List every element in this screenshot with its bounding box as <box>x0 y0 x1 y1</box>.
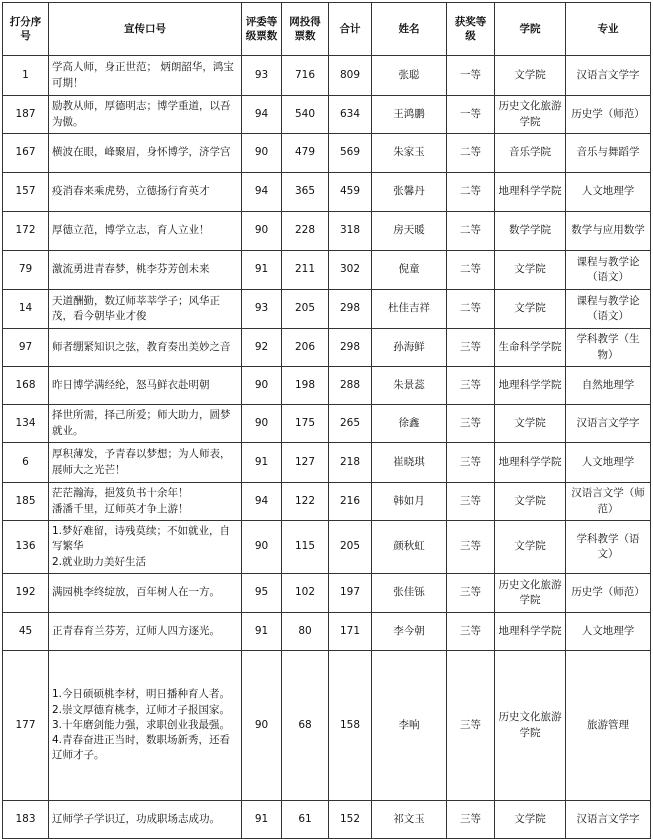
cell-slogan <box>49 96 242 134</box>
header-judge-votes: 评委等级票数 <box>242 3 282 56</box>
cell-total: 205 <box>329 521 372 574</box>
cell-web-votes: 540 <box>282 96 329 134</box>
table-row <box>3 613 651 651</box>
cell-web-votes: 127 <box>282 443 329 483</box>
slogan-line: 天道酬勤，数辽师莘莘学子；风华正茂，看今朝毕业才俊 <box>52 294 220 322</box>
cell-name: 祁文玉 <box>372 801 447 839</box>
cell-seq: 177 <box>3 651 49 801</box>
cell-college: 文学院 <box>495 251 566 290</box>
cell-web-votes: 479 <box>282 134 329 173</box>
table-row <box>3 801 651 839</box>
cell-seq: 6 <box>3 443 49 483</box>
slogan-line: 辽师学子学识辽，功成职场志成功。 <box>52 812 220 825</box>
cell-college: 文学院 <box>495 56 566 96</box>
header-name: 姓名 <box>372 3 447 56</box>
cell-college: 历史文化旅游学院 <box>495 574 566 613</box>
cell-college: 音乐学院 <box>495 134 566 173</box>
table-row <box>3 651 651 801</box>
cell-name: 张聪 <box>372 56 447 96</box>
cell-award: 一等 <box>447 56 495 96</box>
cell-award: 三等 <box>447 574 495 613</box>
cell-name: 倪童 <box>372 251 447 290</box>
cell-slogan <box>49 405 242 443</box>
cell-judge-votes: 91 <box>242 251 282 290</box>
cell-seq: 157 <box>3 173 49 212</box>
cell-web-votes: 102 <box>282 574 329 613</box>
cell-slogan <box>49 367 242 405</box>
cell-slogan <box>49 613 242 651</box>
cell-judge-votes: 91 <box>242 801 282 839</box>
table-row <box>3 483 651 521</box>
slogan-line: 满园桃李终绽放，百年树人在一方。 <box>52 586 220 599</box>
cell-name: 房天暖 <box>372 212 447 251</box>
cell-college: 地理科学学院 <box>495 367 566 405</box>
cell-judge-votes: 93 <box>242 56 282 96</box>
header-total: 合计 <box>329 3 372 56</box>
cell-college: 文学院 <box>495 521 566 574</box>
cell-seq: 167 <box>3 134 49 173</box>
cell-major: 人文地理学 <box>566 443 651 483</box>
table-row <box>3 574 651 613</box>
cell-total: 197 <box>329 574 372 613</box>
cell-slogan <box>49 329 242 367</box>
cell-web-votes: 228 <box>282 212 329 251</box>
cell-award: 三等 <box>447 801 495 839</box>
cell-major: 历史学（师范） <box>566 96 651 134</box>
cell-award: 三等 <box>447 521 495 574</box>
cell-seq: 172 <box>3 212 49 251</box>
slogan-line: 茫茫瀚海，挹笈负书十余年！ <box>52 487 189 500</box>
cell-major: 人文地理学 <box>566 613 651 651</box>
cell-slogan <box>49 801 242 839</box>
slogan-line: 疫消春来乘虎势，立德扬行育英才 <box>52 185 210 198</box>
cell-seq: 187 <box>3 96 49 134</box>
cell-judge-votes: 91 <box>242 443 282 483</box>
cell-seq: 192 <box>3 574 49 613</box>
table-row <box>3 405 651 443</box>
cell-major: 历史学（师范） <box>566 574 651 613</box>
slogan-line: 励教从师，厚德明志；博学重道，以吾为傲。 <box>52 100 231 128</box>
slogan-line: 2.就业助力美好生活 <box>52 555 147 568</box>
cell-total: 298 <box>329 290 372 329</box>
cell-slogan <box>49 290 242 329</box>
table-row <box>3 173 651 212</box>
cell-total: 569 <box>329 134 372 173</box>
cell-slogan <box>49 521 242 574</box>
cell-judge-votes: 90 <box>242 367 282 405</box>
cell-total: 216 <box>329 483 372 521</box>
awards-table <box>2 2 651 839</box>
cell-award: 三等 <box>447 483 495 521</box>
cell-total: 288 <box>329 367 372 405</box>
cell-college: 文学院 <box>495 483 566 521</box>
cell-total: 158 <box>329 651 372 801</box>
slogan-line: 择世所需，择己所爱；师大助力，圆梦就业。 <box>52 409 231 437</box>
cell-seq: 185 <box>3 483 49 521</box>
cell-major: 课程与教学论（语文） <box>566 251 651 290</box>
cell-major: 人文地理学 <box>566 173 651 212</box>
cell-judge-votes: 90 <box>242 405 282 443</box>
cell-name: 徐鑫 <box>372 405 447 443</box>
cell-award: 三等 <box>447 443 495 483</box>
cell-major: 旅游管理 <box>566 651 651 801</box>
cell-college: 数学学院 <box>495 212 566 251</box>
cell-award: 二等 <box>447 134 495 173</box>
cell-name: 张佳铄 <box>372 574 447 613</box>
slogan-line: 厚积薄发，予青春以梦想；为人师表，展师大之光芒！ <box>52 448 231 476</box>
header-slogan: 宣传口号 <box>49 3 242 56</box>
table-row <box>3 96 651 134</box>
cell-seq: 1 <box>3 56 49 96</box>
cell-name: 朱家玉 <box>372 134 447 173</box>
header-college: 学院 <box>495 3 566 56</box>
cell-name: 李今朝 <box>372 613 447 651</box>
cell-award: 三等 <box>447 613 495 651</box>
cell-name: 韩如月 <box>372 483 447 521</box>
slogan-line: 师者绷紧知识之弦，教育奏出美妙之音 <box>52 340 231 353</box>
header-major: 专业 <box>566 3 651 56</box>
cell-seq: 79 <box>3 251 49 290</box>
slogan-line: 2.崇文厚德育桃李，辽师才子报国家。 <box>52 703 231 716</box>
cell-major: 汉语言文学字 <box>566 405 651 443</box>
cell-award: 三等 <box>447 329 495 367</box>
table-body <box>3 56 651 839</box>
cell-web-votes: 175 <box>282 405 329 443</box>
cell-major: 学科教学（生物） <box>566 329 651 367</box>
cell-college: 文学院 <box>495 290 566 329</box>
table-row <box>3 56 651 96</box>
table-row <box>3 290 651 329</box>
cell-major: 汉语言文学字 <box>566 801 651 839</box>
cell-name: 朱景蕊 <box>372 367 447 405</box>
header-award: 获奖等级 <box>447 3 495 56</box>
cell-award: 三等 <box>447 405 495 443</box>
table-row <box>3 367 651 405</box>
cell-total: 809 <box>329 56 372 96</box>
cell-judge-votes: 90 <box>242 651 282 801</box>
cell-total: 218 <box>329 443 372 483</box>
table-header <box>3 3 651 56</box>
cell-total: 634 <box>329 96 372 134</box>
cell-judge-votes: 90 <box>242 521 282 574</box>
cell-name: 张馨丹 <box>372 173 447 212</box>
cell-name: 杜佳吉祥 <box>372 290 447 329</box>
cell-name: 颜秋虹 <box>372 521 447 574</box>
slogan-line: 正青春育兰芬芳，辽师人四方逐光。 <box>52 624 220 637</box>
cell-award: 一等 <box>447 96 495 134</box>
cell-major: 数学与应用数学 <box>566 212 651 251</box>
cell-college: 文学院 <box>495 405 566 443</box>
cell-award: 三等 <box>447 651 495 801</box>
cell-slogan <box>49 443 242 483</box>
cell-slogan <box>49 173 242 212</box>
cell-seq: 134 <box>3 405 49 443</box>
cell-seq: 14 <box>3 290 49 329</box>
cell-web-votes: 211 <box>282 251 329 290</box>
cell-web-votes: 122 <box>282 483 329 521</box>
cell-college: 生命科学学院 <box>495 329 566 367</box>
cell-judge-votes: 95 <box>242 574 282 613</box>
slogan-line: 昨日博学满经纶，怒马鲜衣赴明朝 <box>52 378 210 391</box>
cell-major: 课程与教学论（语文） <box>566 290 651 329</box>
cell-award: 二等 <box>447 290 495 329</box>
cell-slogan <box>49 574 242 613</box>
slogan-line: 1.今日硕硕桃李材，明日播种育人者。 <box>52 688 231 701</box>
cell-name: 孙海鲜 <box>372 329 447 367</box>
cell-judge-votes: 94 <box>242 96 282 134</box>
cell-seq: 168 <box>3 367 49 405</box>
slogan-line: 激流勇进青春梦，桃李芬芳创未来 <box>52 263 210 276</box>
table-row <box>3 443 651 483</box>
cell-total: 171 <box>329 613 372 651</box>
cell-judge-votes: 90 <box>242 134 282 173</box>
cell-total: 318 <box>329 212 372 251</box>
cell-award: 三等 <box>447 367 495 405</box>
cell-web-votes: 68 <box>282 651 329 801</box>
cell-college: 地理科学学院 <box>495 173 566 212</box>
cell-web-votes: 80 <box>282 613 329 651</box>
cell-web-votes: 198 <box>282 367 329 405</box>
cell-judge-votes: 94 <box>242 483 282 521</box>
cell-total: 298 <box>329 329 372 367</box>
cell-college: 地理科学学院 <box>495 613 566 651</box>
cell-web-votes: 115 <box>282 521 329 574</box>
slogan-line: 横波在眼，峰聚眉，身怀博学，济学宫 <box>52 146 231 159</box>
header-seq: 打分序号 <box>3 3 49 56</box>
cell-total: 265 <box>329 405 372 443</box>
cell-college: 历史文化旅游学院 <box>495 96 566 134</box>
cell-seq: 45 <box>3 613 49 651</box>
header-web-votes: 网投得票数 <box>282 3 329 56</box>
cell-total: 152 <box>329 801 372 839</box>
table-row <box>3 134 651 173</box>
cell-seq: 136 <box>3 521 49 574</box>
cell-major: 学科教学（语文） <box>566 521 651 574</box>
cell-judge-votes: 92 <box>242 329 282 367</box>
cell-major: 汉语言文学（师范） <box>566 483 651 521</box>
slogan-line: 4.青春奋进正当时，数职场新秀，还看辽师才子。 <box>52 734 231 762</box>
table-row <box>3 329 651 367</box>
cell-major: 自然地理学 <box>566 367 651 405</box>
table-row <box>3 212 651 251</box>
cell-seq: 97 <box>3 329 49 367</box>
cell-name: 王鸿鹏 <box>372 96 447 134</box>
cell-web-votes: 716 <box>282 56 329 96</box>
table-row <box>3 251 651 290</box>
cell-award: 二等 <box>447 173 495 212</box>
cell-slogan <box>49 212 242 251</box>
cell-college: 历史文化旅游学院 <box>495 651 566 801</box>
cell-slogan <box>49 651 242 801</box>
cell-web-votes: 205 <box>282 290 329 329</box>
cell-slogan <box>49 483 242 521</box>
cell-web-votes: 365 <box>282 173 329 212</box>
slogan-line: 潘潘千里，辽师英才争上游！ <box>52 502 189 515</box>
slogan-line: 1.梦好难留，诗残莫续；不如就业，自写繁华 <box>52 525 231 553</box>
cell-web-votes: 206 <box>282 329 329 367</box>
cell-web-votes: 61 <box>282 801 329 839</box>
cell-award: 二等 <box>447 251 495 290</box>
slogan-line: 3.十年磨剑能力强，求职创业我最强。 <box>52 718 231 731</box>
cell-judge-votes: 93 <box>242 290 282 329</box>
cell-college: 地理科学学院 <box>495 443 566 483</box>
cell-judge-votes: 91 <box>242 613 282 651</box>
cell-seq: 183 <box>3 801 49 839</box>
cell-award: 二等 <box>447 212 495 251</box>
slogan-line: 学高人师，身正世范； 炳朗韶华，鸿宝可期！ <box>52 61 234 89</box>
cell-name: 李响 <box>372 651 447 801</box>
cell-total: 302 <box>329 251 372 290</box>
cell-judge-votes: 94 <box>242 173 282 212</box>
cell-slogan <box>49 56 242 96</box>
cell-name: 崔晓琪 <box>372 443 447 483</box>
table-row <box>3 521 651 574</box>
cell-college: 文学院 <box>495 801 566 839</box>
cell-major: 汉语言文学字 <box>566 56 651 96</box>
cell-slogan <box>49 134 242 173</box>
cell-total: 459 <box>329 173 372 212</box>
cell-judge-votes: 90 <box>242 212 282 251</box>
cell-major: 音乐与舞蹈学 <box>566 134 651 173</box>
cell-slogan <box>49 251 242 290</box>
slogan-line: 厚德立范，博学立志，育人立业！ <box>52 224 210 237</box>
